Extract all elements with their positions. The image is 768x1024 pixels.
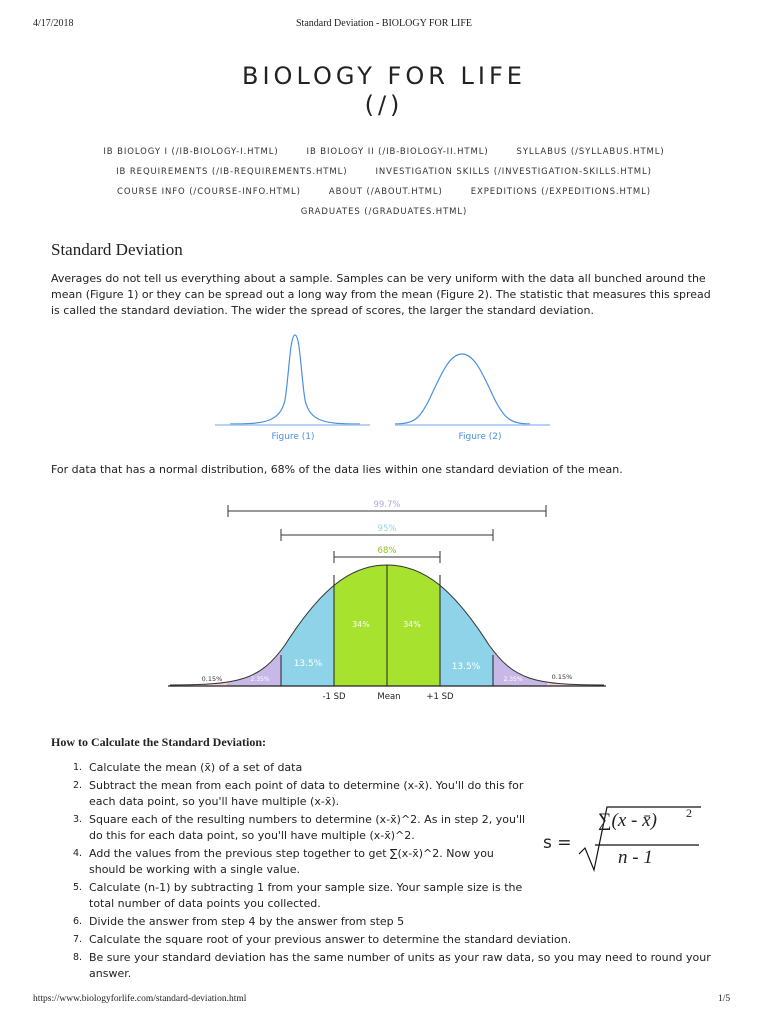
- steps-list: [51, 760, 731, 984]
- list-item: 6. Divide the answer from step 4 by the answer from step 5: [73, 915, 405, 928]
- region-left-235: [227, 555, 281, 686]
- list-item: 4. Add the values from the previous step together to get ∑(x-x̄)^2. Now you should be working with a single value.: [73, 847, 494, 876]
- nav-row-2: [40, 162, 728, 182]
- formula-numerator: ∑(x - x̄): [598, 810, 657, 831]
- nav-item-syllabus[interactable]: SYLLABUS (/SYLLABUS.HTML): [516, 147, 665, 157]
- print-date: 4/17/2018: [33, 18, 74, 29]
- formula-exponent: 2: [686, 806, 692, 820]
- narrow-curve: [230, 335, 360, 424]
- formula-denominator: n - 1: [618, 847, 653, 868]
- site-title-line1: BIOLOGY FOR LIFE: [242, 62, 526, 90]
- bell-curve-diagram: [160, 495, 610, 710]
- site-title-line2: (/): [364, 91, 404, 119]
- label-left-235: 2.35%: [250, 676, 270, 683]
- axis-label-plus-sd: +1 SD: [426, 692, 454, 702]
- label-right-015: 0.15%: [551, 673, 573, 681]
- list-item: 7. Calculate the square root of your previous answer to determine the standard deviation.: [73, 933, 572, 946]
- nav-row-4: [40, 202, 728, 222]
- nav-item-ib-biology-2[interactable]: IB BIOLOGY II (/IB-BIOLOGY-II.HTML): [306, 147, 489, 157]
- main-nav: [40, 142, 728, 222]
- nav-item-ib-biology-1[interactable]: IB BIOLOGY I (/IB-BIOLOGY-I.HTML): [103, 147, 279, 157]
- print-url: https://www.biologyforlife.com/standard-deviation.html: [33, 994, 247, 1004]
- formula-lhs: s =: [543, 833, 572, 853]
- label-right-135: 13.5%: [451, 662, 481, 672]
- label-right-235: 2.35%: [503, 676, 523, 683]
- axis-label-minus-sd: -1 SD: [322, 692, 346, 702]
- list-item: 3. Square each of the resulting numbers to determine (x-x̄)^2. As in step 2, you'll do this for each data point, so you'll have multiple (x-x̄)^2.: [73, 813, 526, 842]
- nav-item-about[interactable]: ABOUT (/ABOUT.HTML): [328, 187, 443, 197]
- axis-label-mean: Mean: [377, 692, 401, 702]
- print-page-number: 1/5: [718, 994, 731, 1004]
- list-item: 2. Subtract the mean from each point of data to determine (x-x̄). You'll do this for each data point, so you'll have multiple (x-x̄).: [73, 779, 524, 808]
- nav-item-investigation-skills[interactable]: INVESTIGATION SKILLS (/INVESTIGATION-SKILLS.HTML): [375, 167, 652, 177]
- nav-item-graduates[interactable]: GRADUATES (/GRADUATES.HTML): [300, 207, 468, 217]
- print-page-title: Standard Deviation - BIOLOGY FOR LIFE: [296, 18, 472, 29]
- wide-curve: [395, 354, 530, 424]
- article-heading: Standard Deviation: [51, 240, 183, 259]
- range-997-label: 99.7%: [373, 500, 401, 510]
- nav-row-1: [40, 142, 728, 162]
- nav-item-course-info[interactable]: COURSE INFO (/COURSE-INFO.HTML): [117, 187, 301, 197]
- nav-row-3: [40, 182, 728, 202]
- figure-2-label: Figure (2): [458, 432, 502, 442]
- list-item: 8. Be sure your standard deviation has the same number of units as your raw data, so you may need to round your answer.: [73, 951, 711, 980]
- site-title[interactable]: [0, 62, 768, 120]
- normal-distribution-paragraph: For data that has a normal distribution, 68% of the data lies within one standard deviation of the mean.: [51, 463, 623, 476]
- label-right-34: 34%: [403, 620, 421, 629]
- label-left-135: 13.5%: [293, 659, 323, 669]
- figure-1-label: Figure (1): [271, 432, 315, 442]
- range-68-label: 68%: [377, 546, 397, 556]
- region-right-235: [493, 555, 547, 686]
- nav-item-ib-requirements[interactable]: IB REQUIREMENTS (/IB-REQUIREMENTS.HTML): [116, 167, 348, 177]
- label-left-015: 0.15%: [201, 675, 223, 683]
- intro-paragraph: Averages do not tell us everything about a sample. Samples can be very uniform with the data all bunched around the mean (Figure 1) or they can be spread out a long way from the mean (Figure 2). The statistic that measures this spread is called the standard deviation. The wider the spread of scores, the larger the standard deviation.: [51, 272, 711, 317]
- list-item: 1. Calculate the mean (x̄) of a set of data: [73, 761, 303, 774]
- nav-item-expeditions[interactable]: EXPEDITIONS (/EXPEDITIONS.HTML): [470, 187, 651, 197]
- region-left-015: [170, 555, 227, 686]
- how-to-heading: How to Calculate the Standard Deviation:: [51, 735, 266, 749]
- range-95-label: 95%: [377, 524, 397, 534]
- list-item: 5. Calculate (n-1) by subtracting 1 from your sample size. Your sample size is the total number of data points you collected.: [73, 881, 523, 910]
- distribution-figures: [210, 330, 560, 445]
- label-left-34: 34%: [352, 620, 370, 629]
- region-right-015: [547, 555, 604, 686]
